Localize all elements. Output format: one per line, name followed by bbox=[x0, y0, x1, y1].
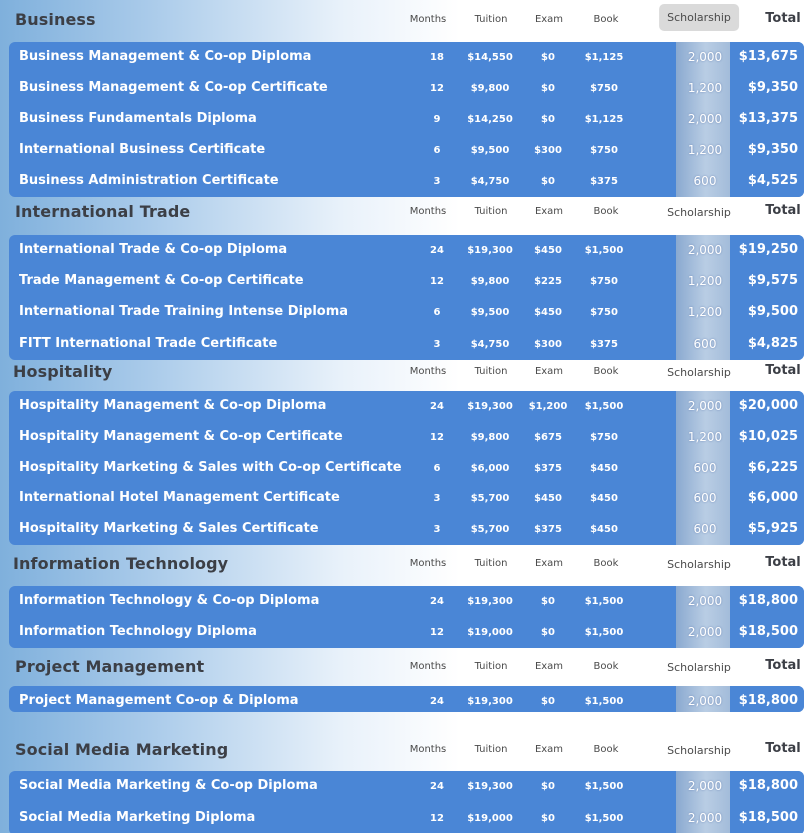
program-row[interactable] bbox=[9, 266, 804, 297]
program-row[interactable] bbox=[9, 771, 804, 802]
section-header-business bbox=[0, 0, 808, 40]
program-months: 6 bbox=[433, 307, 441, 319]
program-name[interactable]: Project Management Co-op & Diploma bbox=[19, 693, 299, 708]
program-panel-information-technology bbox=[9, 586, 804, 648]
column-header-tuition: Tuition bbox=[474, 14, 508, 25]
column-header-book: Book bbox=[593, 558, 619, 569]
program-tuition: $19,000 bbox=[467, 627, 513, 638]
column-header-book: Book bbox=[593, 206, 619, 217]
program-tuition: $9,500 bbox=[470, 307, 510, 319]
program-scholarship: 2,000 bbox=[687, 50, 723, 64]
program-total: $19,250 bbox=[738, 242, 798, 257]
program-row[interactable] bbox=[9, 391, 804, 422]
column-header-scholarship: Scholarship bbox=[667, 744, 731, 757]
program-tuition: $9,800 bbox=[470, 431, 510, 443]
program-panel-hospitality bbox=[9, 391, 804, 545]
program-months: 24 bbox=[430, 596, 444, 607]
column-header-tuition: Tuition bbox=[474, 366, 508, 377]
column-header-exam: Exam bbox=[534, 366, 564, 377]
program-row[interactable] bbox=[9, 297, 804, 328]
program-scholarship: 1,200 bbox=[687, 81, 723, 95]
program-exam: $0 bbox=[541, 52, 555, 63]
program-book: $450 bbox=[590, 524, 618, 536]
column-header-months: Months bbox=[409, 14, 447, 25]
program-row[interactable] bbox=[9, 617, 804, 648]
program-total: $18,800 bbox=[738, 593, 798, 608]
column-header-exam: Exam bbox=[534, 558, 564, 569]
program-exam: $450 bbox=[534, 493, 562, 505]
program-scholarship: 600 bbox=[693, 491, 717, 506]
program-months: 6 bbox=[433, 462, 441, 474]
program-months: 12 bbox=[430, 627, 444, 638]
program-months: 3 bbox=[433, 338, 441, 350]
program-book: $1,125 bbox=[584, 114, 624, 125]
program-total: $13,675 bbox=[738, 49, 798, 64]
program-tuition: $5,700 bbox=[470, 524, 510, 536]
program-exam: $300 bbox=[534, 338, 562, 350]
column-header-scholarship: Scholarship bbox=[667, 558, 731, 571]
program-name[interactable]: International Hotel Management Certificate bbox=[19, 490, 340, 506]
program-scholarship: 1,200 bbox=[687, 305, 723, 320]
program-name[interactable]: Social Media Marketing & Co-op Diploma bbox=[19, 778, 318, 793]
program-months: 3 bbox=[433, 524, 441, 536]
program-name[interactable]: Business Management & Co-op Certificate bbox=[19, 80, 328, 95]
column-header-months: Months bbox=[409, 744, 447, 755]
program-scholarship: 2,000 bbox=[687, 811, 723, 825]
program-exam: $0 bbox=[541, 596, 555, 607]
program-row[interactable] bbox=[9, 483, 804, 514]
program-name[interactable]: Business Management & Co-op Diploma bbox=[19, 49, 312, 64]
section-title: Information Technology bbox=[13, 554, 229, 573]
column-header-total: Total bbox=[765, 555, 801, 570]
program-total: $9,575 bbox=[747, 273, 798, 289]
program-panel-project-management bbox=[9, 686, 804, 712]
program-name[interactable]: International Business Certificate bbox=[19, 142, 266, 157]
program-name[interactable]: Hospitality Marketing & Sales with Co-op Certificate bbox=[19, 459, 402, 475]
program-tuition: $9,800 bbox=[470, 276, 510, 288]
program-scholarship: 2,000 bbox=[687, 779, 723, 793]
program-months: 24 bbox=[430, 245, 444, 256]
program-row[interactable] bbox=[9, 686, 804, 712]
program-name[interactable]: Business Administration Certificate bbox=[19, 173, 279, 188]
program-scholarship: 600 bbox=[693, 336, 717, 351]
program-row[interactable] bbox=[9, 422, 804, 453]
program-scholarship: 2,000 bbox=[687, 625, 723, 639]
column-header-book: Book bbox=[593, 14, 619, 25]
column-header-scholarship: Scholarship bbox=[667, 661, 731, 674]
program-exam: $450 bbox=[534, 307, 562, 319]
program-exam: $225 bbox=[534, 276, 562, 288]
program-book: $750 bbox=[590, 431, 618, 443]
section-title: Social Media Marketing bbox=[15, 740, 229, 759]
program-tuition: $4,750 bbox=[470, 338, 510, 350]
program-exam: $375 bbox=[534, 524, 562, 536]
program-scholarship: 1,200 bbox=[687, 143, 723, 157]
program-total: $13,375 bbox=[738, 111, 798, 126]
program-total: $6,225 bbox=[747, 459, 798, 475]
program-scholarship: 2,000 bbox=[687, 243, 723, 257]
program-exam: $675 bbox=[534, 431, 562, 443]
program-tuition: $14,250 bbox=[467, 114, 513, 125]
program-book: $1,500 bbox=[584, 245, 624, 256]
program-name[interactable]: International Trade Training Intense Diploma bbox=[19, 304, 349, 320]
column-header-total: Total bbox=[765, 658, 801, 673]
program-months: 18 bbox=[430, 52, 444, 63]
program-months: 12 bbox=[430, 813, 444, 824]
program-row[interactable] bbox=[9, 453, 804, 484]
program-tuition: $19,300 bbox=[467, 245, 513, 256]
program-total: $20,000 bbox=[738, 398, 798, 413]
program-panel-business bbox=[9, 42, 804, 197]
section-header-social-media-marketing bbox=[0, 730, 808, 770]
program-book: $750 bbox=[590, 83, 618, 94]
program-total: $18,500 bbox=[738, 810, 798, 825]
program-exam: $0 bbox=[541, 114, 555, 125]
program-tuition: $14,550 bbox=[467, 52, 513, 63]
column-header-exam: Exam bbox=[534, 744, 564, 755]
column-header-months: Months bbox=[409, 558, 447, 569]
program-tuition: $19,300 bbox=[467, 781, 513, 792]
program-scholarship: 600 bbox=[693, 174, 717, 188]
program-tuition: $5,700 bbox=[470, 493, 510, 505]
column-header-total: Total bbox=[765, 11, 801, 26]
program-book: $750 bbox=[590, 276, 618, 288]
section-header-hospitality bbox=[0, 352, 808, 392]
section-title: Project Management bbox=[15, 657, 205, 676]
program-exam: $0 bbox=[541, 176, 555, 187]
program-book: $1,500 bbox=[584, 696, 624, 707]
program-total: $9,350 bbox=[747, 142, 798, 157]
program-name[interactable]: Hospitality Marketing & Sales Certificate bbox=[19, 521, 319, 537]
column-header-tuition: Tuition bbox=[474, 558, 508, 569]
program-book: $1,500 bbox=[584, 401, 624, 412]
program-name[interactable]: International Trade & Co-op Diploma bbox=[19, 242, 288, 257]
program-months: 12 bbox=[430, 431, 444, 443]
column-header-scholarship: Scholarship bbox=[667, 206, 731, 219]
program-name[interactable]: Information Technology Diploma bbox=[19, 624, 257, 639]
section-header-international-trade bbox=[0, 192, 808, 232]
program-book: $750 bbox=[590, 307, 618, 319]
program-scholarship: 2,000 bbox=[687, 694, 723, 708]
program-exam: $0 bbox=[541, 627, 555, 638]
program-name[interactable]: Information Technology & Co-op Diploma bbox=[19, 593, 320, 608]
program-row[interactable] bbox=[9, 514, 804, 545]
section-title: Hospitality bbox=[13, 362, 113, 381]
program-exam: $375 bbox=[534, 462, 562, 474]
program-name[interactable]: Business Fundamentals Diploma bbox=[19, 111, 257, 126]
column-header-tuition: Tuition bbox=[474, 206, 508, 217]
program-book: $1,500 bbox=[584, 781, 624, 792]
column-header-exam: Exam bbox=[534, 206, 564, 217]
program-name[interactable]: Hospitality Management & Co-op Diploma bbox=[19, 398, 327, 413]
program-exam: $300 bbox=[534, 145, 562, 156]
program-row[interactable] bbox=[9, 73, 804, 104]
program-tuition: $19,300 bbox=[467, 596, 513, 607]
program-scholarship: 600 bbox=[693, 460, 717, 475]
column-header-book: Book bbox=[593, 366, 619, 377]
section-title: International Trade bbox=[15, 202, 191, 221]
program-row[interactable] bbox=[9, 135, 804, 166]
program-exam: $0 bbox=[541, 813, 555, 824]
column-header-tuition: Tuition bbox=[474, 744, 508, 755]
program-scholarship: 600 bbox=[693, 522, 717, 537]
program-book: $1,500 bbox=[584, 813, 624, 824]
program-row[interactable] bbox=[9, 42, 804, 73]
program-exam: $0 bbox=[541, 696, 555, 707]
program-exam: $450 bbox=[534, 245, 562, 256]
program-scholarship: 1,200 bbox=[687, 274, 723, 289]
program-months: 12 bbox=[430, 83, 444, 94]
program-months: 3 bbox=[433, 176, 441, 187]
program-name[interactable]: Trade Management & Co-op Certificate bbox=[19, 273, 304, 289]
program-book: $750 bbox=[590, 145, 618, 156]
program-months: 3 bbox=[433, 493, 441, 505]
program-exam: $0 bbox=[541, 83, 555, 94]
program-total: $5,925 bbox=[747, 521, 798, 537]
program-book: $450 bbox=[590, 493, 618, 505]
column-header-total: Total bbox=[765, 741, 801, 756]
column-header-scholarship: Scholarship bbox=[659, 4, 739, 31]
program-tuition: $9,800 bbox=[470, 83, 510, 94]
program-scholarship: 2,000 bbox=[687, 594, 723, 608]
column-header-months: Months bbox=[409, 206, 447, 217]
program-panel-social-media-marketing bbox=[9, 771, 804, 833]
column-header-scholarship: Scholarship bbox=[667, 366, 731, 379]
program-scholarship: 2,000 bbox=[687, 399, 723, 413]
program-row[interactable] bbox=[9, 235, 804, 266]
program-total: $18,500 bbox=[738, 624, 798, 639]
program-tuition: $19,300 bbox=[467, 401, 513, 412]
program-book: $1,500 bbox=[584, 627, 624, 638]
program-panel-international-trade bbox=[9, 235, 804, 360]
column-header-months: Months bbox=[409, 661, 447, 672]
program-book: $375 bbox=[590, 176, 618, 187]
program-total: $9,350 bbox=[747, 80, 798, 95]
program-total: $6,000 bbox=[747, 490, 798, 506]
program-exam: $1,200 bbox=[528, 401, 568, 412]
column-header-total: Total bbox=[765, 363, 801, 378]
column-header-tuition: Tuition bbox=[474, 661, 508, 672]
program-tuition: $6,000 bbox=[470, 462, 510, 474]
program-months: 9 bbox=[433, 114, 441, 125]
section-title: Business bbox=[15, 10, 96, 29]
program-name[interactable]: FITT International Trade Certificate bbox=[19, 335, 278, 351]
program-total: $18,800 bbox=[738, 693, 798, 708]
program-exam: $0 bbox=[541, 781, 555, 792]
program-name[interactable]: Hospitality Management & Co-op Certificate bbox=[19, 428, 343, 444]
program-name[interactable]: Social Media Marketing Diploma bbox=[19, 810, 256, 825]
program-tuition: $19,000 bbox=[467, 813, 513, 824]
program-months: 24 bbox=[430, 781, 444, 792]
program-row[interactable] bbox=[9, 803, 804, 833]
program-total: $9,500 bbox=[747, 304, 798, 320]
program-book: $375 bbox=[590, 338, 618, 350]
program-total: $4,525 bbox=[747, 173, 798, 188]
program-tuition: $19,300 bbox=[467, 696, 513, 707]
program-tuition: $4,750 bbox=[470, 176, 510, 187]
program-row[interactable] bbox=[9, 586, 804, 617]
program-months: 6 bbox=[433, 145, 441, 156]
column-header-months: Months bbox=[409, 366, 447, 377]
program-total: $18,800 bbox=[738, 778, 798, 793]
program-total: $10,025 bbox=[738, 428, 798, 444]
program-book: $450 bbox=[590, 462, 618, 474]
program-months: 24 bbox=[430, 401, 444, 412]
column-header-book: Book bbox=[593, 744, 619, 755]
section-header-information-technology bbox=[0, 544, 808, 584]
program-months: 12 bbox=[430, 276, 444, 288]
program-scholarship: 2,000 bbox=[687, 112, 723, 126]
program-book: $1,125 bbox=[584, 52, 624, 63]
program-scholarship: 1,200 bbox=[687, 429, 723, 444]
program-row[interactable] bbox=[9, 104, 804, 135]
section-header-project-management bbox=[0, 647, 808, 687]
program-total: $4,825 bbox=[747, 335, 798, 351]
program-months: 24 bbox=[430, 696, 444, 707]
program-tuition: $9,500 bbox=[470, 145, 510, 156]
column-header-book: Book bbox=[593, 661, 619, 672]
column-header-exam: Exam bbox=[534, 661, 564, 672]
program-book: $1,500 bbox=[584, 596, 624, 607]
column-header-exam: Exam bbox=[534, 14, 564, 25]
column-header-total: Total bbox=[765, 203, 801, 218]
